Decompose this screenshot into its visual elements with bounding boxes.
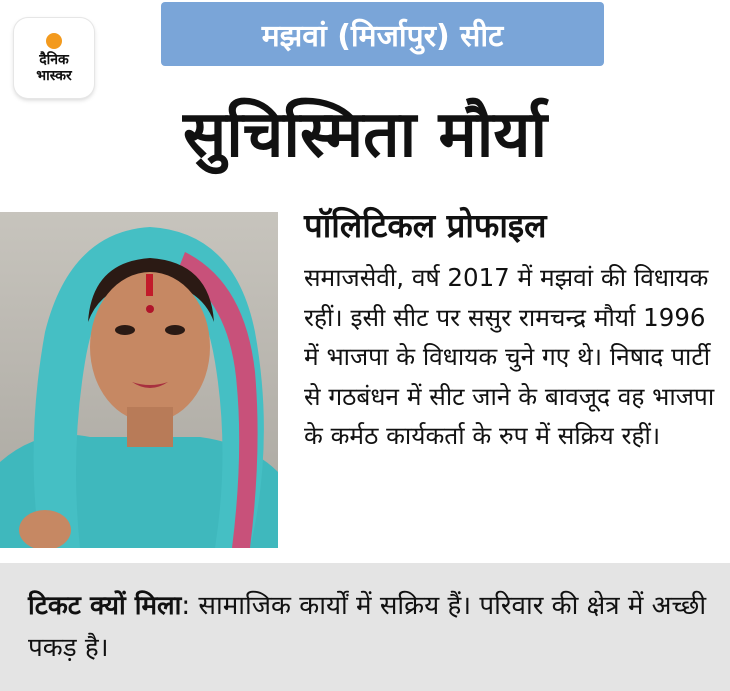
ticket-reason-box bbox=[0, 563, 730, 691]
ticket-reason-label: टिकट क्यों मिला bbox=[28, 591, 182, 621]
portrait-illustration bbox=[0, 212, 278, 548]
sun-icon bbox=[46, 33, 62, 49]
ticket-reason-text bbox=[28, 585, 708, 669]
logo-word-2: भास्कर bbox=[36, 67, 72, 84]
candidate-name: सुचिस्मिता मौर्या bbox=[182, 98, 548, 172]
candidate-photo bbox=[0, 212, 278, 548]
profile-heading: पॉलिटिकल प्रोफाइल bbox=[304, 206, 547, 245]
profile-description: समाजसेवी, वर्ष 2017 में मझवां की विधायक रहीं। इसी सीट पर ससुर रामचन्द्र मौर्या 1996 में भाजपा के विधायक चुने गए थे। निषाद पार्टी से गठबंधन में सीट जाने के बावजूद वह भाजपा के कर्मठ कार्यकर्ता के रुप में सक्रिय रहीं। bbox=[304, 263, 715, 450]
seat-banner: मझवां (मिर्जापुर) सीट bbox=[161, 2, 604, 66]
logo-word-1: दैनिक bbox=[39, 51, 69, 68]
ticket-reason-value: : सामाजिक कार्यों में सक्रिय हैं। परिवार की क्षेत्र में अच्छी पकड़ है। bbox=[28, 591, 707, 663]
